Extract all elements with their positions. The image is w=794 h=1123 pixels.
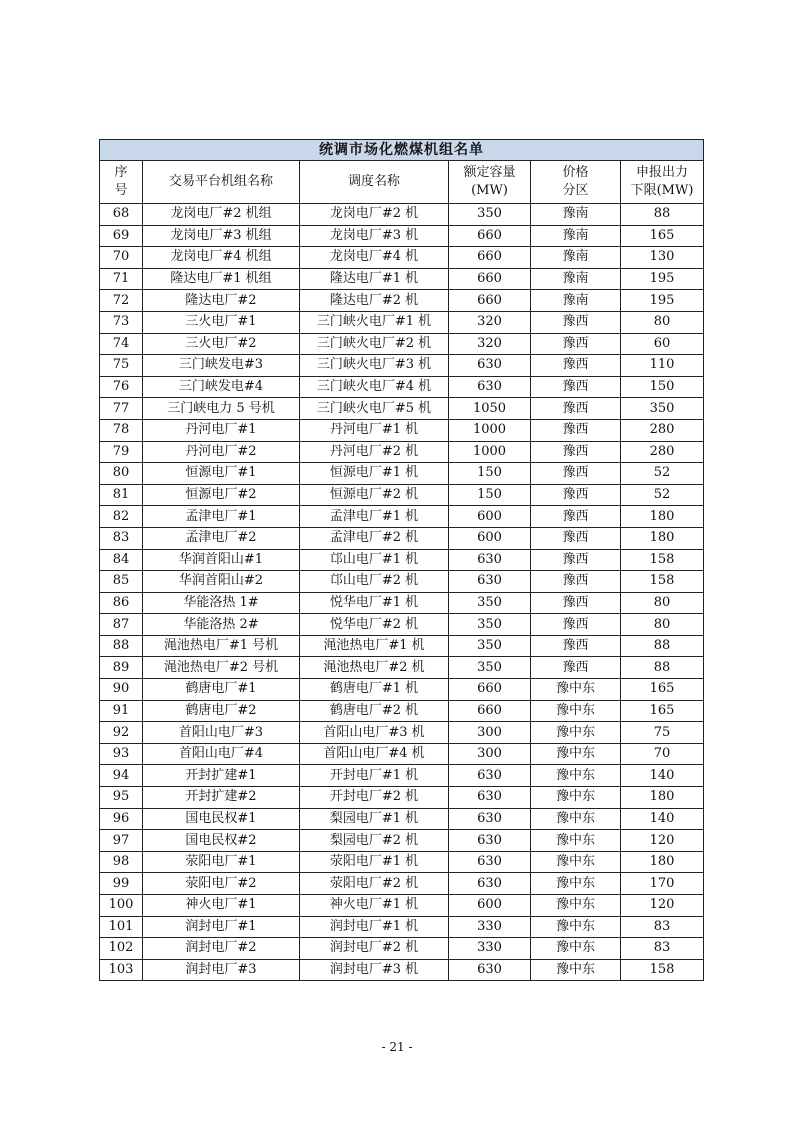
cell-min-output: 158: [621, 571, 704, 593]
cell-price-zone: 豫西: [531, 398, 621, 420]
cell-platform-name: 隆达电厂#2: [143, 290, 300, 312]
cell-price-zone: 豫中东: [531, 722, 621, 744]
cell-seq: 101: [100, 916, 143, 938]
cell-platform-name: 荥阳电厂#2: [143, 873, 300, 895]
cell-seq: 72: [100, 290, 143, 312]
cell-platform-name: 恒源电厂#2: [143, 484, 300, 506]
table-row: [100, 787, 704, 809]
cell-dispatch-name: 三门峡火电厂#1 机: [300, 311, 449, 333]
cell-price-zone: 豫中东: [531, 938, 621, 960]
cell-platform-name: 孟津电厂#1: [143, 506, 300, 528]
cell-min-output: 52: [621, 484, 704, 506]
cell-capacity: 1000: [449, 441, 531, 463]
table-row: [100, 268, 704, 290]
cell-price-zone: 豫西: [531, 549, 621, 571]
cell-seq: 76: [100, 376, 143, 398]
cell-min-output: 88: [621, 204, 704, 226]
cell-capacity: 630: [449, 830, 531, 852]
cell-min-output: 165: [621, 679, 704, 701]
cell-capacity: 350: [449, 614, 531, 636]
cell-platform-name: 首阳山电厂#3: [143, 722, 300, 744]
cell-seq: 78: [100, 419, 143, 441]
cell-capacity: 350: [449, 635, 531, 657]
cell-platform-name: 三门峡电力 5 号机: [143, 398, 300, 420]
cell-min-output: 180: [621, 527, 704, 549]
cell-capacity: 350: [449, 657, 531, 679]
cell-price-zone: 豫中东: [531, 765, 621, 787]
cell-price-zone: 豫南: [531, 204, 621, 226]
cell-price-zone: 豫中东: [531, 851, 621, 873]
cell-capacity: 600: [449, 895, 531, 917]
table-row: [100, 549, 704, 571]
cell-seq: 71: [100, 268, 143, 290]
cell-price-zone: 豫南: [531, 247, 621, 269]
table-row: [100, 355, 704, 377]
header-min-output-line-1: 申报出力: [636, 165, 689, 180]
cell-seq: 87: [100, 614, 143, 636]
table-row: [100, 679, 704, 701]
cell-capacity: 150: [449, 484, 531, 506]
table-row: [100, 225, 704, 247]
cell-capacity: 630: [449, 787, 531, 809]
table-row: [100, 873, 704, 895]
table-row: [100, 441, 704, 463]
cell-capacity: 330: [449, 916, 531, 938]
cell-price-zone: 豫西: [531, 571, 621, 593]
cell-dispatch-name: 悦华电厂#2 机: [300, 614, 449, 636]
table-row: [100, 290, 704, 312]
header-price-zone-line-1: 价格: [562, 165, 589, 180]
header-dispatch-name: [300, 161, 449, 204]
cell-min-output: 70: [621, 743, 704, 765]
cell-price-zone: 豫西: [531, 311, 621, 333]
cell-min-output: 140: [621, 765, 704, 787]
cell-platform-name: 开封扩建#2: [143, 787, 300, 809]
cell-dispatch-name: 龙岗电厂#3 机: [300, 225, 449, 247]
cell-price-zone: 豫西: [531, 463, 621, 485]
cell-seq: 96: [100, 808, 143, 830]
cell-platform-name: 恒源电厂#1: [143, 463, 300, 485]
cell-dispatch-name: 恒源电厂#1 机: [300, 463, 449, 485]
cell-price-zone: 豫中东: [531, 679, 621, 701]
cell-platform-name: 华能洛热 2#: [143, 614, 300, 636]
cell-seq: 73: [100, 311, 143, 333]
cell-min-output: 158: [621, 549, 704, 571]
table-header-row: [100, 161, 704, 204]
cell-dispatch-name: 三门峡火电厂#4 机: [300, 376, 449, 398]
cell-capacity: 330: [449, 938, 531, 960]
cell-min-output: 52: [621, 463, 704, 485]
header-price-zone-line-2: 分区: [562, 183, 589, 198]
cell-seq: 77: [100, 398, 143, 420]
cell-dispatch-name: 鹤唐电厂#2 机: [300, 700, 449, 722]
cell-capacity: 630: [449, 873, 531, 895]
cell-seq: 88: [100, 635, 143, 657]
cell-min-output: 350: [621, 398, 704, 420]
cell-capacity: 660: [449, 679, 531, 701]
cell-platform-name: 润封电厂#3: [143, 959, 300, 981]
cell-seq: 70: [100, 247, 143, 269]
header-seq: [100, 161, 143, 204]
table-row: [100, 506, 704, 528]
cell-min-output: 158: [621, 959, 704, 981]
cell-capacity: 630: [449, 808, 531, 830]
cell-seq: 84: [100, 549, 143, 571]
cell-platform-name: 渑池热电厂#1 号机: [143, 635, 300, 657]
cell-platform-name: 鹤唐电厂#2: [143, 700, 300, 722]
table-row: [100, 527, 704, 549]
cell-seq: 86: [100, 592, 143, 614]
cell-platform-name: 丹河电厂#2: [143, 441, 300, 463]
cell-platform-name: 三门峡发电#4: [143, 376, 300, 398]
cell-capacity: 600: [449, 506, 531, 528]
cell-price-zone: 豫中东: [531, 787, 621, 809]
cell-min-output: 80: [621, 614, 704, 636]
cell-price-zone: 豫西: [531, 484, 621, 506]
cell-dispatch-name: 丹河电厂#2 机: [300, 441, 449, 463]
table-row: [100, 419, 704, 441]
cell-price-zone: 豫中东: [531, 808, 621, 830]
table-title-row: [100, 140, 704, 161]
header-capacity-line-2: (MW): [471, 183, 508, 198]
header-seq-line-1: 序: [114, 165, 128, 180]
cell-dispatch-name: 龙岗电厂#2 机: [300, 204, 449, 226]
cell-platform-name: 润封电厂#1: [143, 916, 300, 938]
cell-capacity: 320: [449, 333, 531, 355]
cell-dispatch-name: 润封电厂#3 机: [300, 959, 449, 981]
table-row: [100, 592, 704, 614]
cell-price-zone: 豫中东: [531, 743, 621, 765]
table-title: 统调市场化燃煤机组名单: [100, 140, 704, 161]
cell-min-output: 80: [621, 592, 704, 614]
table-row: [100, 204, 704, 226]
cell-capacity: 660: [449, 225, 531, 247]
header-capacity-line-1: 额定容量: [463, 165, 516, 180]
cell-dispatch-name: 邙山电厂#1 机: [300, 549, 449, 571]
cell-min-output: 130: [621, 247, 704, 269]
cell-seq: 98: [100, 851, 143, 873]
cell-platform-name: 三火电厂#1: [143, 311, 300, 333]
cell-seq: 100: [100, 895, 143, 917]
cell-dispatch-name: 邙山电厂#2 机: [300, 571, 449, 593]
cell-dispatch-name: 润封电厂#2 机: [300, 938, 449, 960]
cell-platform-name: 润封电厂#2: [143, 938, 300, 960]
cell-platform-name: 华能洛热 1#: [143, 592, 300, 614]
cell-price-zone: 豫西: [531, 635, 621, 657]
cell-capacity: 660: [449, 700, 531, 722]
table-body: [100, 204, 704, 981]
cell-min-output: 75: [621, 722, 704, 744]
cell-dispatch-name: 悦华电厂#1 机: [300, 592, 449, 614]
header-seq-line-2: 号: [114, 183, 128, 198]
cell-capacity: 630: [449, 571, 531, 593]
cell-price-zone: 豫中东: [531, 873, 621, 895]
header-dispatch-name-line-1: 调度名称: [347, 174, 400, 189]
cell-capacity: 630: [449, 959, 531, 981]
page-number: - 21 -: [381, 1040, 413, 1054]
cell-dispatch-name: 孟津电厂#2 机: [300, 527, 449, 549]
cell-seq: 85: [100, 571, 143, 593]
cell-min-output: 195: [621, 268, 704, 290]
cell-seq: 68: [100, 204, 143, 226]
cell-platform-name: 神火电厂#1: [143, 895, 300, 917]
header-platform-name-line-1: 交易平台机组名称: [168, 174, 273, 189]
cell-platform-name: 三门峡发电#3: [143, 355, 300, 377]
cell-dispatch-name: 梨园电厂#1 机: [300, 808, 449, 830]
cell-dispatch-name: 荥阳电厂#1 机: [300, 851, 449, 873]
cell-capacity: 660: [449, 268, 531, 290]
table-row: [100, 765, 704, 787]
cell-platform-name: 丹河电厂#1: [143, 419, 300, 441]
cell-min-output: 195: [621, 290, 704, 312]
table-row: [100, 333, 704, 355]
cell-capacity: 320: [449, 311, 531, 333]
cell-dispatch-name: 荥阳电厂#2 机: [300, 873, 449, 895]
table-row: [100, 938, 704, 960]
cell-dispatch-name: 孟津电厂#1 机: [300, 506, 449, 528]
table-row: [100, 808, 704, 830]
cell-min-output: 120: [621, 830, 704, 852]
cell-seq: 91: [100, 700, 143, 722]
table-row: [100, 722, 704, 744]
cell-capacity: 300: [449, 743, 531, 765]
table-row: [100, 376, 704, 398]
cell-platform-name: 龙岗电厂#2 机组: [143, 204, 300, 226]
cell-dispatch-name: 三门峡火电厂#3 机: [300, 355, 449, 377]
cell-dispatch-name: 开封电厂#1 机: [300, 765, 449, 787]
cell-capacity: 350: [449, 204, 531, 226]
table-row: [100, 959, 704, 981]
cell-capacity: 630: [449, 376, 531, 398]
cell-dispatch-name: 神火电厂#1 机: [300, 895, 449, 917]
cell-min-output: 140: [621, 808, 704, 830]
cell-price-zone: 豫中东: [531, 830, 621, 852]
cell-dispatch-name: 隆达电厂#2 机: [300, 290, 449, 312]
cell-platform-name: 鹤唐电厂#1: [143, 679, 300, 701]
cell-capacity: 630: [449, 549, 531, 571]
table-row: [100, 895, 704, 917]
cell-seq: 81: [100, 484, 143, 506]
cell-capacity: 630: [449, 851, 531, 873]
cell-dispatch-name: 龙岗电厂#4 机: [300, 247, 449, 269]
cell-seq: 79: [100, 441, 143, 463]
cell-seq: 93: [100, 743, 143, 765]
cell-capacity: 1050: [449, 398, 531, 420]
cell-min-output: 80: [621, 311, 704, 333]
table-row: [100, 743, 704, 765]
cell-seq: 90: [100, 679, 143, 701]
cell-platform-name: 三火电厂#2: [143, 333, 300, 355]
cell-platform-name: 开封扩建#1: [143, 765, 300, 787]
cell-price-zone: 豫西: [531, 419, 621, 441]
cell-price-zone: 豫南: [531, 225, 621, 247]
cell-platform-name: 首阳山电厂#4: [143, 743, 300, 765]
table-row: [100, 830, 704, 852]
header-min-output-line-2: 下限(MW): [630, 183, 694, 198]
cell-seq: 69: [100, 225, 143, 247]
table-row: [100, 635, 704, 657]
cell-platform-name: 渑池热电厂#2 号机: [143, 657, 300, 679]
cell-min-output: 60: [621, 333, 704, 355]
cell-dispatch-name: 润封电厂#1 机: [300, 916, 449, 938]
cell-min-output: 280: [621, 441, 704, 463]
cell-seq: 97: [100, 830, 143, 852]
cell-platform-name: 荥阳电厂#1: [143, 851, 300, 873]
cell-min-output: 110: [621, 355, 704, 377]
table-row: [100, 851, 704, 873]
cell-capacity: 150: [449, 463, 531, 485]
table-row: [100, 311, 704, 333]
cell-dispatch-name: 梨园电厂#2 机: [300, 830, 449, 852]
cell-seq: 75: [100, 355, 143, 377]
table-row: [100, 614, 704, 636]
cell-dispatch-name: 开封电厂#2 机: [300, 787, 449, 809]
cell-seq: 95: [100, 787, 143, 809]
cell-capacity: 350: [449, 592, 531, 614]
cell-price-zone: 豫西: [531, 441, 621, 463]
cell-seq: 103: [100, 959, 143, 981]
cell-min-output: 88: [621, 657, 704, 679]
cell-platform-name: 华润首阳山#1: [143, 549, 300, 571]
cell-min-output: 165: [621, 225, 704, 247]
cell-capacity: 660: [449, 247, 531, 269]
cell-min-output: 83: [621, 916, 704, 938]
cell-min-output: 170: [621, 873, 704, 895]
cell-price-zone: 豫西: [531, 657, 621, 679]
cell-price-zone: 豫南: [531, 268, 621, 290]
cell-dispatch-name: 三门峡火电厂#2 机: [300, 333, 449, 355]
cell-capacity: 600: [449, 527, 531, 549]
cell-dispatch-name: 恒源电厂#2 机: [300, 484, 449, 506]
cell-capacity: 300: [449, 722, 531, 744]
unit-list-table: [99, 139, 704, 981]
table-row: [100, 463, 704, 485]
cell-capacity: 1000: [449, 419, 531, 441]
cell-price-zone: 豫西: [531, 592, 621, 614]
cell-dispatch-name: 渑池热电厂#2 机: [300, 657, 449, 679]
cell-dispatch-name: 隆达电厂#1 机: [300, 268, 449, 290]
table-row: [100, 398, 704, 420]
cell-min-output: 280: [621, 419, 704, 441]
cell-min-output: 150: [621, 376, 704, 398]
table-row: [100, 916, 704, 938]
header-capacity: [449, 161, 531, 204]
cell-seq: 99: [100, 873, 143, 895]
cell-seq: 94: [100, 765, 143, 787]
cell-min-output: 180: [621, 506, 704, 528]
cell-min-output: 120: [621, 895, 704, 917]
cell-dispatch-name: 三门峡火电厂#5 机: [300, 398, 449, 420]
cell-price-zone: 豫中东: [531, 916, 621, 938]
cell-platform-name: 龙岗电厂#4 机组: [143, 247, 300, 269]
cell-seq: 80: [100, 463, 143, 485]
cell-price-zone: 豫中东: [531, 959, 621, 981]
table-row: [100, 484, 704, 506]
cell-platform-name: 国电民权#2: [143, 830, 300, 852]
table-row: [100, 247, 704, 269]
cell-capacity: 660: [449, 290, 531, 312]
cell-platform-name: 华润首阳山#2: [143, 571, 300, 593]
cell-seq: 89: [100, 657, 143, 679]
cell-price-zone: 豫西: [531, 333, 621, 355]
cell-dispatch-name: 丹河电厂#1 机: [300, 419, 449, 441]
cell-dispatch-name: 渑池热电厂#1 机: [300, 635, 449, 657]
cell-min-output: 180: [621, 787, 704, 809]
header-min-output: [621, 161, 704, 204]
cell-price-zone: 豫西: [531, 614, 621, 636]
cell-capacity: 630: [449, 765, 531, 787]
cell-seq: 92: [100, 722, 143, 744]
cell-dispatch-name: 首阳山电厂#4 机: [300, 743, 449, 765]
cell-min-output: 83: [621, 938, 704, 960]
cell-price-zone: 豫中东: [531, 700, 621, 722]
cell-price-zone: 豫南: [531, 290, 621, 312]
cell-seq: 82: [100, 506, 143, 528]
cell-platform-name: 国电民权#1: [143, 808, 300, 830]
cell-dispatch-name: 鹤唐电厂#1 机: [300, 679, 449, 701]
cell-price-zone: 豫西: [531, 506, 621, 528]
cell-price-zone: 豫西: [531, 527, 621, 549]
cell-platform-name: 隆达电厂#1 机组: [143, 268, 300, 290]
cell-dispatch-name: 首阳山电厂#3 机: [300, 722, 449, 744]
cell-price-zone: 豫西: [531, 355, 621, 377]
cell-seq: 74: [100, 333, 143, 355]
cell-seq: 102: [100, 938, 143, 960]
header-price-zone: [531, 161, 621, 204]
header-platform-name: [143, 161, 300, 204]
table-row: [100, 571, 704, 593]
cell-min-output: 180: [621, 851, 704, 873]
cell-price-zone: 豫中东: [531, 895, 621, 917]
cell-capacity: 630: [449, 355, 531, 377]
cell-platform-name: 龙岗电厂#3 机组: [143, 225, 300, 247]
cell-seq: 83: [100, 527, 143, 549]
table-row: [100, 700, 704, 722]
cell-price-zone: 豫西: [531, 376, 621, 398]
cell-platform-name: 孟津电厂#2: [143, 527, 300, 549]
cell-min-output: 165: [621, 700, 704, 722]
table-row: [100, 657, 704, 679]
cell-min-output: 88: [621, 635, 704, 657]
